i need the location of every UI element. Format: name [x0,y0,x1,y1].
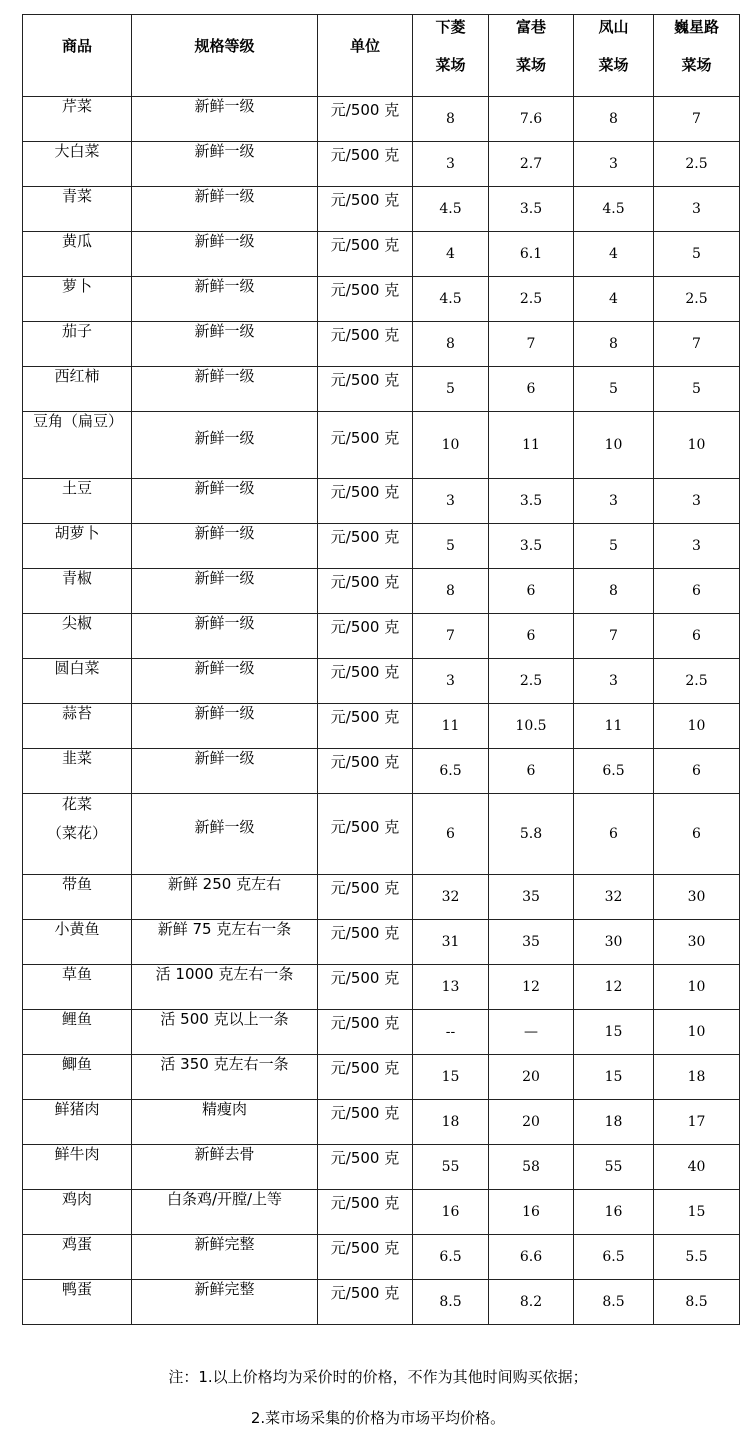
price-xialing: 18 [413,1100,489,1145]
product-name [23,794,132,875]
price-fuxiang: 2.7 [489,142,574,187]
product-name [23,1235,132,1280]
price-fengshan: 55 [574,1145,654,1190]
price-weixinglu: 5 [654,232,740,277]
product-name [23,142,132,187]
header-unit: 单位 [318,15,413,97]
price-fengshan: 8.5 [574,1280,654,1325]
spec-grade: 新鲜一级 [132,142,318,187]
table-row [23,524,740,569]
price-xialing: 10 [413,412,489,479]
price-fuxiang: 7 [489,322,574,367]
spec-grade: 新鲜一级 [132,412,318,479]
price-weixinglu: 30 [654,875,740,920]
product-name-text: 鸭蛋 [61,1280,92,1298]
price-fuxiang: 3.5 [489,187,574,232]
price-xialing: 16 [413,1190,489,1235]
price-xialing: 5 [413,367,489,412]
product-name-text: 鲜牛肉 [54,1145,100,1163]
price-weixinglu: 6 [654,569,740,614]
table-row [23,614,740,659]
price-fengshan: 4 [574,277,654,322]
price-xialing: 8 [413,97,489,142]
price-weixinglu: 15 [654,1190,740,1235]
spec-grade: 活 500 克以上一条 [132,1010,318,1055]
table-row [23,277,740,322]
product-name-text: 茄子 [61,322,92,340]
price-weixinglu: 10 [654,1010,740,1055]
table-row [23,322,740,367]
price-xialing: 3 [413,479,489,524]
table-row [23,1100,740,1145]
price-fuxiang: 11 [489,412,574,479]
price-fengshan: 11 [574,704,654,749]
price-fengshan: 5 [574,524,654,569]
unit: 元/500 克 [318,479,413,524]
table-row [23,965,740,1010]
price-fuxiang: 35 [489,875,574,920]
unit: 元/500 克 [318,1055,413,1100]
unit: 元/500 克 [318,1190,413,1235]
table-row [23,875,740,920]
price-fuxiang: 3.5 [489,479,574,524]
product-name [23,367,132,412]
unit: 元/500 克 [318,1100,413,1145]
price-fengshan: 4 [574,232,654,277]
price-fengshan: 3 [574,142,654,187]
price-xialing: 4.5 [413,277,489,322]
product-name [23,322,132,367]
table-row [23,1055,740,1100]
unit: 元/500 克 [318,232,413,277]
unit: 元/500 克 [318,569,413,614]
price-table-body [23,97,740,1325]
price-fengshan: 8 [574,97,654,142]
product-name-text: 大白菜 [54,142,100,160]
price-xialing: 55 [413,1145,489,1190]
product-name-text: 草鱼 [61,965,92,983]
price-xialing: 13 [413,965,489,1010]
price-fengshan: 15 [574,1055,654,1100]
price-fuxiang: 16 [489,1190,574,1235]
product-name-text: 圆白菜 [54,659,100,677]
header-spec: 规格等级 [132,15,318,97]
table-row [23,1190,740,1235]
spec-grade: 新鲜一级 [132,277,318,322]
price-fengshan: 6.5 [574,749,654,794]
product-name [23,1145,132,1190]
spec-grade: 新鲜一级 [132,569,318,614]
product-name [23,875,132,920]
price-fengshan: 4.5 [574,187,654,232]
note-line-1: 注：1.以上价格均为采价时的价格，不作为其他时间购买依据； [168,1368,588,1386]
product-name-text: 黄瓜 [61,232,92,250]
price-fengshan: 15 [574,1010,654,1055]
price-weixinglu: 5.5 [654,1235,740,1280]
product-name [23,97,132,142]
note-line-2: 2.菜市场采集的价格为市场平均价格。 [250,1409,506,1427]
unit: 元/500 克 [318,920,413,965]
table-row [23,97,740,142]
price-fuxiang: 20 [489,1055,574,1100]
price-xialing: 6.5 [413,749,489,794]
product-name-text: 芹菜 [61,97,92,115]
price-weixinglu: 10 [654,412,740,479]
price-fengshan: 5 [574,367,654,412]
table-row [23,187,740,232]
product-name [23,1280,132,1325]
price-fuxiang: 6 [489,367,574,412]
header-product: 商品 [23,15,132,97]
price-fuxiang: 6 [489,749,574,794]
table-row [23,232,740,277]
product-name-text: 萝卜 [61,277,92,295]
product-name-text-2: （菜花） [46,824,107,842]
table-row [23,659,740,704]
product-name-text: 尖椒 [61,614,92,632]
product-name [23,277,132,322]
spec-grade: 活 1000 克左右一条 [132,965,318,1010]
table-row [23,1010,740,1055]
price-xialing: 32 [413,875,489,920]
header-market-fuxiang: 富巷 菜场 [489,15,574,97]
table-row [23,794,740,875]
unit: 元/500 克 [318,524,413,569]
header-market-xialing: 下菱 菜场 [413,15,489,97]
price-fuxiang: 6 [489,569,574,614]
price-fuxiang: 2.5 [489,277,574,322]
price-weixinglu: 6 [654,749,740,794]
product-name-text: 带鱼 [61,875,92,893]
price-fengshan: 30 [574,920,654,965]
product-name [23,479,132,524]
price-fengshan: 3 [574,479,654,524]
product-name-text: 鸡蛋 [61,1235,92,1253]
table-row [23,749,740,794]
price-fengshan: 16 [574,1190,654,1235]
price-weixinglu: 3 [654,479,740,524]
spec-grade: 新鲜一级 [132,97,318,142]
price-fengshan: 32 [574,875,654,920]
price-xialing: 8.5 [413,1280,489,1325]
price-xialing: 4 [413,232,489,277]
product-name [23,412,132,479]
product-name [23,187,132,232]
spec-grade: 新鲜一级 [132,524,318,569]
product-name [23,920,132,965]
product-name [23,524,132,569]
price-fuxiang: 3.5 [489,524,574,569]
product-name [23,965,132,1010]
unit: 元/500 克 [318,614,413,659]
unit: 元/500 克 [318,875,413,920]
price-weixinglu: 8.5 [654,1280,740,1325]
price-fengshan: 6.5 [574,1235,654,1280]
spec-grade: 白条鸡/开膛/上等 [132,1190,318,1235]
spec-grade: 新鲜一级 [132,659,318,704]
price-fengshan: 8 [574,322,654,367]
price-table [22,14,740,1325]
unit: 元/500 克 [318,142,413,187]
unit: 元/500 克 [318,322,413,367]
price-fuxiang: 35 [489,920,574,965]
product-name-text: 小黄鱼 [54,920,100,938]
price-fuxiang: 58 [489,1145,574,1190]
spec-grade: 新鲜一级 [132,479,318,524]
price-weixinglu: 30 [654,920,740,965]
price-xialing: 5 [413,524,489,569]
price-xialing: 6 [413,794,489,875]
price-fuxiang: 6.1 [489,232,574,277]
price-fengshan: 12 [574,965,654,1010]
price-xialing: 7 [413,614,489,659]
spec-grade: 新鲜一级 [132,232,318,277]
price-fengshan: 18 [574,1100,654,1145]
price-xialing: 31 [413,920,489,965]
table-row [23,1235,740,1280]
price-xialing: 15 [413,1055,489,1100]
price-fuxiang: 5.8 [489,794,574,875]
price-xialing: 8 [413,322,489,367]
price-fuxiang: 20 [489,1100,574,1145]
price-fengshan: 10 [574,412,654,479]
spec-grade: 活 350 克左右一条 [132,1055,318,1100]
spec-grade: 新鲜一级 [132,322,318,367]
price-weixinglu: 2.5 [654,659,740,704]
header-market-fengshan: 凤山 菜场 [574,15,654,97]
product-name [23,704,132,749]
price-fuxiang: 7.6 [489,97,574,142]
price-weixinglu: 3 [654,524,740,569]
spec-grade: 新鲜 250 克左右 [132,875,318,920]
price-weixinglu: 6 [654,614,740,659]
header-market-weixinglu: 巍星路 菜场 [654,15,740,97]
table-row [23,142,740,187]
product-name-text: 鲤鱼 [61,1010,92,1028]
product-name [23,232,132,277]
unit: 元/500 克 [318,794,413,875]
product-name-text: 青菜 [61,187,92,205]
product-name-text: 蒜苔 [61,704,92,722]
unit: 元/500 克 [318,1010,413,1055]
table-row [23,412,740,479]
spec-grade: 新鲜一级 [132,614,318,659]
unit: 元/500 克 [318,965,413,1010]
price-fengshan: 7 [574,614,654,659]
unit: 元/500 克 [318,749,413,794]
product-name-text: 鲫鱼 [61,1055,92,1073]
price-weixinglu: 2.5 [654,277,740,322]
unit: 元/500 克 [318,1145,413,1190]
price-fuxiang: 6.6 [489,1235,574,1280]
price-xialing: -- [413,1010,489,1055]
price-weixinglu: 5 [654,367,740,412]
table-row [23,1145,740,1190]
price-weixinglu: 6 [654,794,740,875]
table-row [23,479,740,524]
price-weixinglu: 3 [654,187,740,232]
spec-grade: 新鲜去骨 [132,1145,318,1190]
price-fengshan: 3 [574,659,654,704]
spec-grade: 新鲜一级 [132,367,318,412]
price-weixinglu: 10 [654,704,740,749]
product-name [23,659,132,704]
price-xialing: 3 [413,659,489,704]
product-name-text: 豆角（扁豆） [33,412,124,430]
price-weixinglu: 2.5 [654,142,740,187]
price-weixinglu: 10 [654,965,740,1010]
spec-grade: 新鲜完整 [132,1235,318,1280]
price-xialing: 8 [413,569,489,614]
product-name [23,1055,132,1100]
product-name-text: 西红柿 [54,367,100,385]
price-fengshan: 8 [574,569,654,614]
price-fuxiang: — [489,1010,574,1055]
price-weixinglu: 7 [654,97,740,142]
spec-grade: 精瘦肉 [132,1100,318,1145]
product-name [23,1100,132,1145]
product-name-text: 青椒 [61,569,92,587]
product-name-text: 胡萝卜 [54,524,100,542]
unit: 元/500 克 [318,97,413,142]
table-row [23,569,740,614]
product-name [23,749,132,794]
price-fuxiang: 2.5 [489,659,574,704]
table-row [23,367,740,412]
unit: 元/500 克 [318,659,413,704]
price-weixinglu: 17 [654,1100,740,1145]
product-name [23,614,132,659]
price-fengshan: 6 [574,794,654,875]
unit: 元/500 克 [318,277,413,322]
unit: 元/500 克 [318,187,413,232]
product-name-text: 韭菜 [61,749,92,767]
price-weixinglu: 18 [654,1055,740,1100]
price-xialing: 6.5 [413,1235,489,1280]
table-row [23,920,740,965]
header-row [23,15,740,97]
price-fuxiang: 8.2 [489,1280,574,1325]
spec-grade: 新鲜 75 克左右一条 [132,920,318,965]
unit: 元/500 克 [318,412,413,479]
price-weixinglu: 40 [654,1145,740,1190]
price-xialing: 11 [413,704,489,749]
table-row [23,1280,740,1325]
product-name [23,569,132,614]
unit: 元/500 克 [318,1280,413,1325]
product-name [23,1190,132,1235]
unit: 元/500 克 [318,1235,413,1280]
product-name-text: 花菜 [61,795,92,813]
unit: 元/500 克 [318,367,413,412]
unit: 元/500 克 [318,704,413,749]
price-fuxiang: 12 [489,965,574,1010]
spec-grade: 新鲜完整 [132,1280,318,1325]
spec-grade: 新鲜一级 [132,794,318,875]
spec-grade: 新鲜一级 [132,187,318,232]
price-weixinglu: 7 [654,322,740,367]
product-name-text: 鸡肉 [61,1190,92,1208]
table-row [23,704,740,749]
price-xialing: 3 [413,142,489,187]
product-name-text: 土豆 [61,479,92,497]
spec-grade: 新鲜一级 [132,749,318,794]
price-fuxiang: 10.5 [489,704,574,749]
price-fuxiang: 6 [489,614,574,659]
price-xialing: 4.5 [413,187,489,232]
product-name-text: 鲜猪肉 [54,1100,100,1118]
spec-grade: 新鲜一级 [132,704,318,749]
product-name [23,1010,132,1055]
